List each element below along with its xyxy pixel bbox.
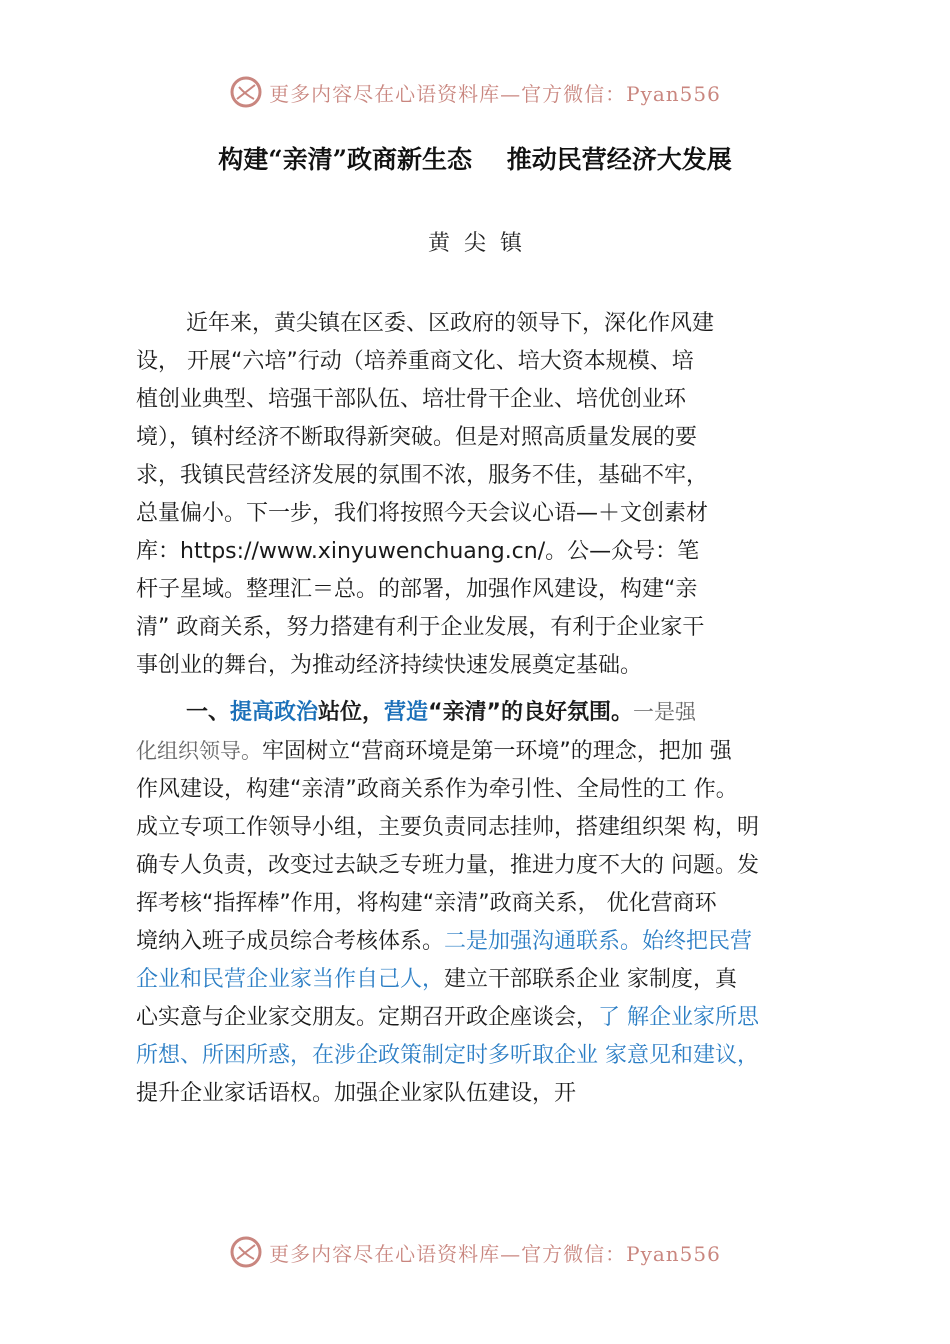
- text-line: 确专人负责，改变过去缺乏专班力量，推进力度不大的 问题。发: [136, 853, 759, 878]
- banner-text: 更多内容尽在心语资料库—官方微信：Pyan556: [269, 1241, 721, 1266]
- text-segment: 牢固树立“营商环境是第一环境”的理念，把加 强: [262, 739, 732, 764]
- text-line: [136, 923, 836, 961]
- text-segment: 心实意与企业家交朋友。定期召开政企座谈会，: [136, 1005, 599, 1030]
- seal-logo-icon: [229, 1235, 263, 1269]
- heading-highlight: 提高政治: [230, 700, 319, 725]
- heading-text: 站位，: [318, 700, 385, 725]
- intro-paragraph: [136, 305, 836, 685]
- text-line: 境），镇村经济不断取得新突破。但是对照高质量发展的要: [136, 425, 698, 450]
- text-segment: 境纳入班子成员综合考核体系。: [136, 929, 445, 954]
- text-line: 成立专项工作领导小组，主要负责同志挂帅，搭建组织架 构，明: [136, 815, 759, 840]
- subheading-text: 一是强: [632, 700, 696, 724]
- text-line: 总量偏小。下一步，我们将按照今天会议心语—＋文创素材: [136, 501, 709, 526]
- text-line: [136, 732, 836, 771]
- text-line: 杆子星域。整理汇＝总。的部署，加强作风建设，构建“亲: [136, 577, 698, 602]
- document-title: 构建“亲清”政商新生态 推动民营经济大发展: [218, 145, 732, 174]
- highlight-text: 企业和民营企业家当作自己人，: [136, 967, 445, 992]
- footer-banner: [0, 1232, 950, 1272]
- subheading-text: 化组织领导。: [136, 739, 262, 763]
- seal-logo-icon: [229, 75, 263, 109]
- text-line: 事创业的舞台，为推动经济持续快速发展奠定基础。: [136, 653, 643, 678]
- text-line: 求，我镇民营经济发展的氛围不浓，服务不佳，基础不牢，: [136, 463, 709, 488]
- text-line: 植创业典型、培强干部队伍、培壮骨干企业、培优创业环: [136, 387, 687, 412]
- text-line: 清” 政商关系，努力搭建有利于企业发展，有利于企业家干: [136, 615, 705, 640]
- text-segment: 建立干部联系企业 家制度，真: [444, 967, 738, 992]
- highlight-line: 所想、所困所惑，在涉企政策制定时多听取企业 家意见和建议，: [136, 1043, 759, 1068]
- highlight-text: 二是加强沟通联系。始终把民营: [444, 929, 753, 954]
- heading-number: 一、: [186, 700, 231, 725]
- text-line: 提升企业家话语权。加强企业家队伍建设，开: [136, 1081, 577, 1106]
- text-line: 设， 开展“六培”行动（培养重商文化、培大资本规模、培: [136, 349, 694, 374]
- banner-text: 更多内容尽在心语资料库—官方微信：Pyan556: [269, 81, 721, 106]
- document-author: 黄尖镇: [427, 231, 536, 256]
- section-heading-line: [136, 693, 836, 732]
- heading-text: “亲清”的良好氛围。: [428, 700, 633, 725]
- text-line: 近年来，黄尖镇在区委、区政府的领导下，深化作风建: [186, 311, 715, 336]
- heading-highlight: 营造: [384, 700, 429, 725]
- text-line: 挥考核“指挥棒”作用，将构建“亲清”政商关系， 优化营商环: [136, 891, 717, 916]
- section-one-paragraph: [136, 693, 836, 1113]
- text-line: 作风建设，构建“亲清”政商关系作为牵引性、全局性的工 作。: [136, 777, 738, 802]
- text-line: [136, 999, 836, 1037]
- text-line: [136, 961, 836, 999]
- header-banner: [0, 72, 950, 112]
- highlight-text: 了 解企业家所思: [598, 1005, 760, 1030]
- text-line: 库：https://www.xinyuwenchuang.cn/。公—众号：笔: [136, 539, 700, 564]
